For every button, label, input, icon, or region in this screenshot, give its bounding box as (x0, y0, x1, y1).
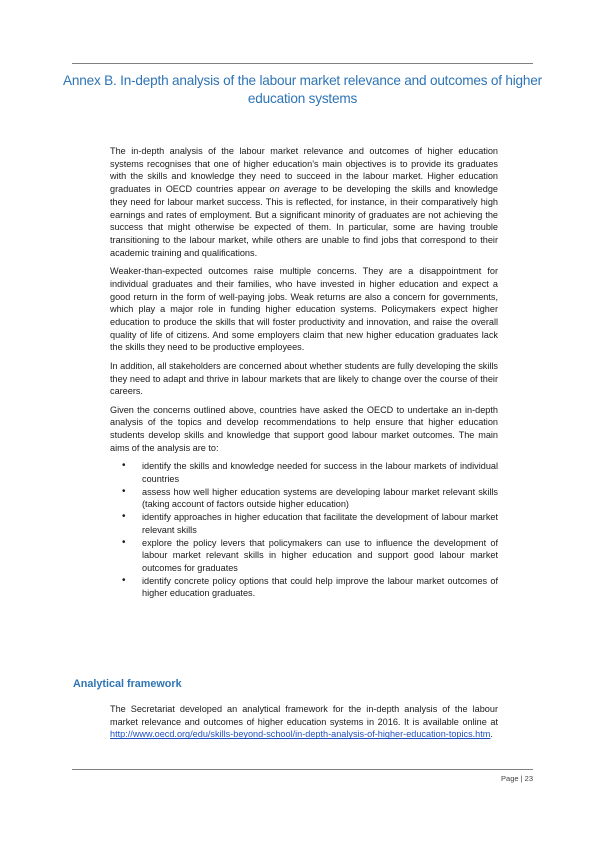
intro-body (110, 145, 498, 609)
aims-list-item: • identify the skills and knowledge needed for success in the labour markets of individual countries (142, 460, 498, 485)
aims-list-item: • identify concrete policy options that could help improve the labour market outcomes of higher education graduates. (142, 575, 498, 600)
aims-list-item: • explore the policy levers that policymakers can use to influence the development of labour market relevant skills in higher education and support good labour market outcomes for graduates (142, 537, 498, 575)
section-heading-analytical-framework: Analytical framework (73, 678, 182, 690)
paragraph-1-end: to be developing the skills and knowledge they need for labour market success. This is reflected, for instance, in their comparatively high earnings and rates of employment. But a significant minority of graduates are not achieving the success that might otherwise be expected of them. In particular, some are having trouble transitioning to the labour market, while others are unable to find jobs that correspond to their academic training and qualifications. (110, 184, 498, 258)
emphasis-on-average: on average (269, 184, 317, 195)
header-rule (72, 63, 533, 64)
framework-paragraph (110, 703, 498, 741)
aims-list-item: • assess how well higher education systems are developing labour market relevant skills (taking account of factors outside higher education) (142, 486, 498, 511)
paragraph-2: Weaker-than-expected outcomes raise multiple concerns. They are a disappointment for individual graduates and their families, who have invested in higher education and expect a good return in the form of well-paying jobs. Weak returns are also a concern for governments, which play a major role in funding higher education systems. Policymakers expect higher education to produce the skills that will foster productivity and innovation, and raise the overall quality of life of citizens. And some employers claim that new higher education graduates lack the skills they need to be productive employees. (110, 266, 498, 353)
annex-title: Annex B. In-depth analysis of the labour market relevance and outcomes of higher education systems (63, 73, 542, 106)
aims-list (110, 460, 498, 600)
page-number: Page | 23 (501, 774, 533, 783)
framework-link[interactable]: http://www.oecd.org/edu/skills-beyond-school/in-depth-analysis-of-higher-education-topics.htm (110, 729, 491, 740)
paragraph-1 (110, 145, 498, 259)
framework-text-end: . (490, 729, 493, 740)
framework-text: The Secretariat developed an analytical framework for the in-depth analysis of the labour market relevance and outcomes of higher education systems in 2016. It is available online at (110, 704, 498, 727)
paragraph-4: Given the concerns outlined above, countries have asked the OECD to undertake an in-depth analysis of the topics and develop recommendations to help ensure that higher education students develop skills and knowledge that support good labour market outcomes. The main aims of the analysis are to: (110, 404, 498, 453)
aims-list-item: • identify approaches in higher education that facilitate the development of labour market relevant skills (142, 511, 498, 536)
footer-rule (72, 769, 533, 770)
paragraph-1-start: The in-depth analysis of the labour market relevance and outcomes of higher education systems recognises that one of higher education’s main objectives is to provide its graduates with the skills and knowledge they need to succeed in the labour market. Higher education graduates in OECD countries appear (110, 146, 498, 195)
paragraph-3: In addition, all stakeholders are concerned about whether students are fully developing the skills they need to adapt and thrive in labour markets that are likely to change over the course of their careers. (110, 360, 498, 397)
framework-body (110, 703, 498, 741)
